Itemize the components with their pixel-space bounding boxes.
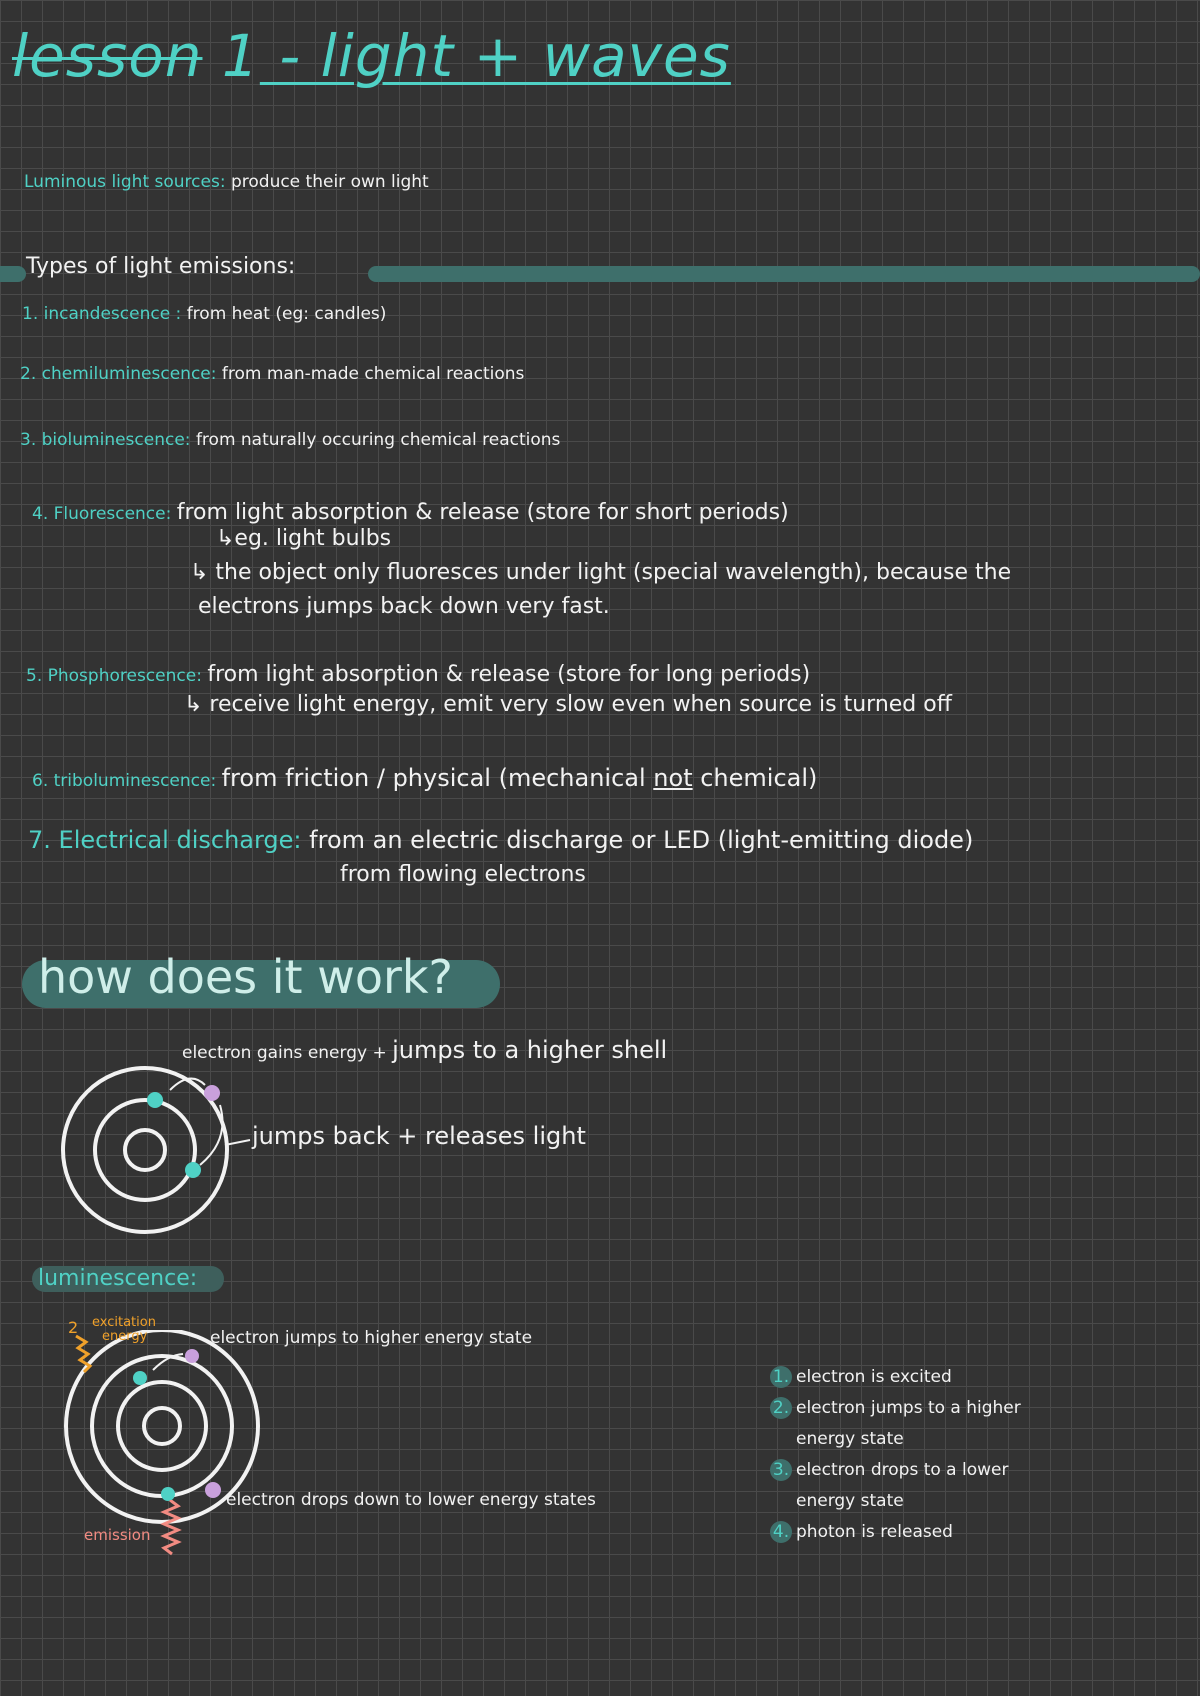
energy-word: energy: [102, 1329, 148, 1344]
excitation-number: 2: [68, 1318, 79, 1337]
title-lesson: lesson: [12, 22, 203, 90]
step-number: 2.: [770, 1397, 792, 1419]
step-3-cont: [770, 1486, 1021, 1517]
heading-highlight-bar: [368, 266, 1200, 282]
item-def: from man-made chemical reactions: [221, 364, 525, 384]
steps-list: [770, 1362, 1021, 1548]
heading-highlight-left: [0, 266, 26, 282]
item-term: 2. chemiluminescence:: [20, 364, 222, 384]
title-number: 1: [202, 22, 260, 90]
item-def: from light absorption & release (store for long periods): [207, 662, 811, 687]
how-heading: how does it work?: [38, 950, 453, 1004]
luminous-def: produce their own light: [225, 172, 429, 192]
step-2-cont: [770, 1424, 1021, 1455]
item-def-a: from friction / physical (mechanical: [221, 764, 654, 792]
label-electron-jumps: electron jumps to higher energy state: [210, 1328, 533, 1348]
step-text: energy state: [796, 1429, 904, 1449]
item-def-b: chemical): [692, 764, 818, 792]
types-heading: Types of light emissions:: [26, 254, 296, 279]
label-electron-drops: electron drops down to lower energy states: [226, 1490, 596, 1510]
step-text: energy state: [796, 1491, 904, 1511]
emission-wave: [156, 1500, 186, 1560]
step-1: [770, 1362, 1021, 1393]
item-term: 1. incandescence :: [22, 304, 187, 324]
step-text: photon is released: [796, 1522, 953, 1542]
atom-diagram-1: [50, 1060, 310, 1260]
luminous-term: Luminous light sources:: [24, 172, 226, 192]
step-2: [770, 1393, 1021, 1424]
item-fluorescence: [32, 500, 789, 525]
elec-note: from flowing electrons: [340, 862, 586, 887]
title-topic: - light + waves: [259, 22, 731, 90]
step-number: 1.: [770, 1366, 792, 1388]
lum-heading: luminescence:: [38, 1266, 198, 1291]
page-title: [12, 22, 731, 90]
step-number: 4.: [770, 1521, 792, 1543]
fluor-note-1: ↳eg. light bulbs: [216, 526, 392, 551]
item-def: from naturally occuring chemical reactions: [195, 430, 561, 450]
item-phosphorescence: [26, 662, 810, 687]
fluor-note-3: electrons jumps back down very fast.: [198, 594, 610, 619]
item-term: 6. triboluminescence:: [32, 771, 222, 791]
step-text: electron jumps to a higher: [796, 1398, 1021, 1418]
item-term: 4. Fluorescence:: [32, 504, 177, 524]
item-incandescence: [22, 304, 386, 324]
fluor-note-2: ↳ the object only fluoresces under light (special wavelength), because the: [190, 560, 1012, 585]
item-def: from light absorption & release (store for short periods): [176, 500, 789, 525]
item-def-not: not: [653, 764, 693, 792]
item-triboluminescence: [32, 764, 817, 792]
step-text: electron is excited: [796, 1367, 952, 1387]
step-text: electron drops to a lower: [796, 1460, 1009, 1480]
label-jumps-back: jumps back + releases light: [252, 1122, 586, 1150]
item-def: from an electric discharge or LED (light-emitting diode): [309, 826, 974, 854]
excitation-word: excitation: [92, 1315, 156, 1330]
luminous-definition: [24, 172, 429, 192]
label-gain-energy: [182, 1036, 667, 1064]
item-term: 5. Phosphorescence:: [26, 666, 208, 686]
item-term: 7. Electrical discharge:: [28, 826, 310, 854]
phos-note: ↳ receive light energy, emit very slow even when source is turned off: [184, 692, 952, 717]
step-3: [770, 1455, 1021, 1486]
item-def: from heat (eg: candles): [186, 304, 387, 324]
step-4: [770, 1517, 1021, 1548]
emission-label: emission: [84, 1526, 151, 1544]
item-chemiluminescence: [20, 364, 524, 384]
label-gain: electron gains energy +: [182, 1043, 393, 1063]
item-electrical-discharge: [28, 826, 973, 854]
item-term: 3. bioluminescence:: [20, 430, 196, 450]
item-bioluminescence: [20, 430, 560, 450]
step-number: 3.: [770, 1459, 792, 1481]
excitation-label: [92, 1316, 156, 1344]
label-jump: jumps to a higher shell: [392, 1036, 668, 1064]
